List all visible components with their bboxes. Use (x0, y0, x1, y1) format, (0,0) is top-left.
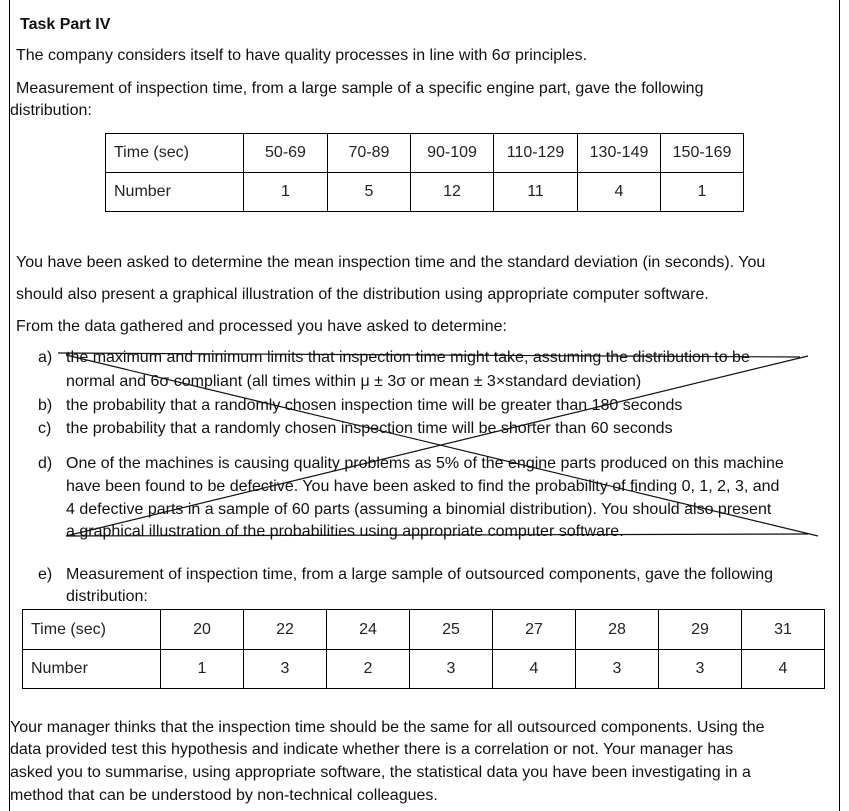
table-cell: 11 (494, 173, 578, 212)
table-cell: 3 (410, 650, 493, 689)
table-cell: 90-109 (411, 134, 494, 173)
table-cell: 28 (576, 610, 659, 650)
intro-line-2: Measurement of inspection time, from a large sample of a specific engine part, gave the following (16, 80, 704, 97)
item-c-line: the probability that a randomly chosen inspection time will be shorter than 60 seconds (66, 420, 673, 437)
table-cell: 1 (161, 650, 244, 689)
paragraph-line: should also present a graphical illustration of the distribution using appropriate computer software. (16, 286, 709, 303)
table-cell: 3 (576, 650, 659, 689)
table-cell: 22 (244, 610, 327, 650)
table-cell: 4 (742, 650, 825, 689)
table-cell: 150-169 (661, 134, 744, 173)
item-a-line: the maximum and minimum limits that inspection time might take, assuming the distribution to be (66, 349, 750, 366)
table-cell: 50-69 (244, 134, 328, 173)
item-a-line: normal and 6σ compliant (all times within μ ± 3σ or mean ± 3×standard deviation) (66, 373, 642, 390)
table-cell: 29 (659, 610, 742, 650)
table-row-header: Number (106, 173, 244, 212)
outsourced-time-table (22, 609, 825, 689)
table-cell: 4 (493, 650, 576, 689)
table-row-header: Time (sec) (23, 610, 161, 650)
table-cell: 12 (411, 173, 494, 212)
closing-line: asked you to summarise, using appropriate software, the statistical data you have been investigating in a (10, 764, 751, 781)
table-cell: 70-89 (328, 134, 411, 173)
table-cell: 25 (410, 610, 493, 650)
paragraph-line: From the data gathered and processed you have asked to determine: (16, 318, 507, 335)
table-row (106, 173, 744, 212)
item-e-line: Measurement of inspection time, from a large sample of outsourced components, gave the following (66, 566, 774, 583)
table-cell: 31 (742, 610, 825, 650)
intro-line-1: The company considers itself to have quality processes in line with 6σ principles. (16, 47, 588, 64)
closing-line: data provided test this hypothesis and indicate whether there is a correlation or not. Your manager has (10, 741, 734, 758)
table-cell: 1 (661, 173, 744, 212)
item-d-line: One of the machines is causing quality problems as 5% of the engine parts produced on this machine (66, 455, 784, 472)
table-cell: 130-149 (578, 134, 661, 173)
item-b-line: the probability that a randomly chosen inspection time will be greater than 180 seconds (66, 397, 683, 414)
item-d-line: have been found to be defective. You have been asked to find the probability of finding 0, 1, 2, 3, and (66, 478, 780, 495)
table-row (106, 134, 744, 173)
table-cell: 27 (493, 610, 576, 650)
paragraph-line: You have been asked to determine the mean inspection time and the standard deviation (in seconds). You (16, 254, 766, 271)
table-cell: 2 (327, 650, 410, 689)
closing-line: Your manager thinks that the inspection time should be the same for all outsourced components. Using the (10, 719, 765, 736)
table-row (23, 650, 825, 689)
item-d-line: 4 defective parts in a sample of 60 parts (assuming a binomial distribution). You should also present (66, 501, 772, 518)
item-d-label: d) (38, 455, 53, 472)
table-cell: 1 (244, 173, 328, 212)
closing-line: method that can be understood by non-technical colleagues. (10, 787, 438, 804)
engine-part-time-table (105, 133, 744, 212)
item-c-label: c) (38, 420, 52, 437)
table-cell: 3 (659, 650, 742, 689)
table-cell: 5 (328, 173, 411, 212)
item-d-line: a graphical illustration of the probabilities using appropriate computer software. (66, 523, 624, 540)
table-cell: 3 (244, 650, 327, 689)
table-cell: 110-129 (494, 134, 578, 173)
task-heading: Task Part IV (20, 16, 111, 33)
intro-line-3: distribution: (10, 102, 92, 119)
item-b-label: b) (38, 397, 53, 414)
table-row-header: Number (23, 650, 161, 689)
table-cell: 20 (161, 610, 244, 650)
item-e-line: distribution: (66, 588, 148, 605)
item-a-label: a) (38, 349, 53, 366)
table-row-header: Time (sec) (106, 134, 244, 173)
item-e-label: e) (38, 566, 53, 583)
table-cell: 24 (327, 610, 410, 650)
table-cell: 4 (578, 173, 661, 212)
table-row (23, 610, 825, 650)
